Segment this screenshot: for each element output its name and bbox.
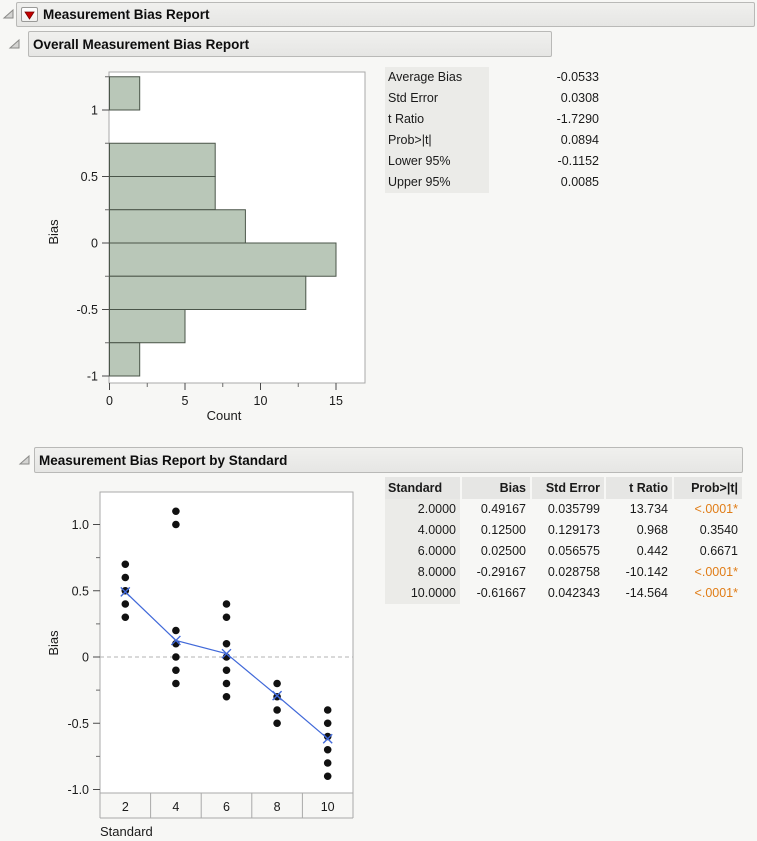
x-tick-label: 0: [106, 394, 113, 408]
scatter-point[interactable]: [324, 772, 332, 780]
y-tick-label: 0.5: [71, 584, 89, 599]
y-tick-label: -0.5: [76, 303, 98, 317]
cell-t-ratio: 0.442: [605, 541, 673, 562]
cell-std-error: 0.035799: [531, 499, 605, 520]
overall-report-header-bar: [28, 31, 552, 57]
x-tick-label: 10: [253, 394, 268, 408]
cell-bias: 0.49167: [461, 499, 531, 520]
histogram-bar[interactable]: [110, 177, 216, 210]
cell-std-error: 0.042343: [531, 583, 605, 604]
table-row: [385, 520, 743, 541]
scatter-point[interactable]: [172, 666, 180, 674]
col-header: t Ratio: [605, 477, 673, 499]
histogram-bar[interactable]: [110, 143, 216, 176]
scatter-point[interactable]: [324, 706, 332, 714]
scatter-point[interactable]: [324, 719, 332, 727]
histogram-bar[interactable]: [110, 210, 246, 243]
stat-value: 0.0308: [560, 91, 599, 105]
scatter-point[interactable]: [273, 719, 281, 727]
by-standard-table: [385, 477, 744, 604]
scatter-point[interactable]: [122, 613, 130, 621]
table-row: [385, 562, 743, 583]
cell-prob: <.0001*: [673, 583, 743, 604]
red-triangle-menu-button[interactable]: [21, 7, 38, 22]
table-row: [385, 172, 601, 193]
stat-value: -0.1152: [557, 154, 599, 168]
by-standard-header-bar: [34, 447, 743, 473]
y-tick-label: -0.5: [67, 716, 89, 731]
col-header: Standard: [385, 477, 461, 499]
table-row: [385, 109, 601, 130]
col-header: Bias: [461, 477, 531, 499]
cell-t-ratio: -10.142: [605, 562, 673, 583]
scatter-point[interactable]: [324, 746, 332, 754]
scatter-point[interactable]: [172, 627, 180, 635]
x-category-label: 6: [223, 800, 230, 814]
red-triangle-icon: [23, 10, 36, 20]
y-tick-label: 0: [91, 236, 98, 251]
y-tick-label: 1.0: [71, 518, 89, 532]
cell-t-ratio: -14.564: [605, 583, 673, 604]
histogram-bar[interactable]: [110, 310, 186, 343]
stat-value: 0.0894: [560, 133, 599, 147]
disclosure-triangle-overall[interactable]: [8, 38, 21, 50]
cell-standard: 10.0000: [385, 583, 461, 604]
scatter-point[interactable]: [172, 680, 180, 688]
histogram-bar[interactable]: [110, 77, 140, 110]
table-row: [385, 499, 743, 520]
scatter-point[interactable]: [223, 680, 231, 688]
stat-value: -1.7290: [556, 112, 599, 126]
main-report-header-bar: [16, 2, 755, 27]
stat-label: Prob>|t|: [385, 130, 489, 151]
table-row: [385, 88, 601, 109]
by-standard-title: Measurement Bias Report by Standard: [39, 452, 288, 468]
x-tick-label: 15: [329, 394, 343, 408]
col-header: Prob>|t|: [673, 477, 743, 499]
y-tick-label: 0.5: [80, 170, 98, 184]
cell-std-error: 0.129173: [531, 520, 605, 541]
cell-bias: 0.02500: [461, 541, 531, 562]
scatter-point[interactable]: [172, 521, 180, 529]
disclosure-triangle-main[interactable]: [2, 8, 15, 20]
y-tick-label: 1: [91, 103, 98, 118]
cell-standard: 8.0000: [385, 562, 461, 583]
table-row: [385, 67, 601, 88]
cell-standard: 2.0000: [385, 499, 461, 520]
stat-label: t Ratio: [385, 109, 489, 130]
scatter-point[interactable]: [273, 706, 281, 714]
overall-stats-table: [385, 67, 601, 193]
scatter-point[interactable]: [122, 587, 130, 595]
cell-prob: 0.3540: [673, 520, 743, 541]
scatter-point[interactable]: [223, 640, 231, 648]
disclosure-triangle-by-standard[interactable]: [18, 454, 31, 466]
y-tick-label: 0: [82, 650, 89, 665]
cell-standard: 4.0000: [385, 520, 461, 541]
y-axis-title: Bias: [46, 219, 61, 245]
scatter-point[interactable]: [172, 507, 180, 515]
table-header-row: [385, 477, 743, 499]
cell-prob: <.0001*: [673, 562, 743, 583]
stat-label: Std Error: [385, 88, 489, 109]
scatter-point[interactable]: [172, 653, 180, 661]
cell-bias: 0.12500: [461, 520, 531, 541]
scatter-point[interactable]: [223, 600, 231, 608]
cell-std-error: 0.056575: [531, 541, 605, 562]
stat-label: Upper 95%: [385, 172, 489, 193]
histogram-bar[interactable]: [110, 276, 306, 309]
scatter-point[interactable]: [223, 666, 231, 674]
histogram-bar[interactable]: [110, 343, 140, 376]
scatter-point[interactable]: [324, 759, 332, 767]
scatter-point[interactable]: [223, 693, 231, 701]
y-tick-label: -1: [86, 369, 98, 384]
table-row: [385, 151, 601, 172]
x-axis-title: Count: [206, 408, 242, 423]
bias-by-standard-plot[interactable]: [40, 483, 385, 841]
x-axis-title: Standard: [100, 824, 153, 839]
overall-report-title: Overall Measurement Bias Report: [33, 36, 250, 52]
scatter-point[interactable]: [122, 574, 130, 582]
x-category-label: 4: [172, 800, 180, 814]
cell-t-ratio: 13.734: [605, 499, 673, 520]
cell-prob: <.0001*: [673, 499, 743, 520]
scatter-point[interactable]: [273, 680, 281, 688]
cell-t-ratio: 0.968: [605, 520, 673, 541]
scatter-point[interactable]: [223, 613, 231, 621]
main-report-title: Measurement Bias Report: [43, 7, 210, 22]
bias-histogram-plot[interactable]: [40, 65, 380, 435]
histogram-bar[interactable]: [110, 243, 337, 276]
stat-value: -0.0533: [556, 70, 599, 84]
cell-bias: -0.29167: [461, 562, 531, 583]
scatter-point[interactable]: [122, 560, 130, 568]
cell-prob: 0.6671: [673, 541, 743, 562]
stat-value: 0.0085: [560, 175, 599, 189]
x-tick-label: 5: [181, 394, 189, 408]
x-category-label: 8: [273, 800, 281, 814]
table-row: [385, 130, 601, 151]
cell-std-error: 0.028758: [531, 562, 605, 583]
x-category-label: 10: [320, 800, 335, 814]
col-header: Std Error: [531, 477, 605, 499]
scatter-point[interactable]: [122, 600, 130, 608]
table-row: [385, 541, 743, 562]
cell-bias: -0.61667: [461, 583, 531, 604]
stat-label: Lower 95%: [385, 151, 489, 172]
y-tick-label: -1.0: [67, 783, 89, 797]
x-category-label: 2: [121, 800, 129, 814]
cell-standard: 6.0000: [385, 541, 461, 562]
table-row: [385, 583, 743, 604]
stat-label: Average Bias: [385, 67, 489, 88]
y-axis-title: Bias: [46, 630, 61, 656]
